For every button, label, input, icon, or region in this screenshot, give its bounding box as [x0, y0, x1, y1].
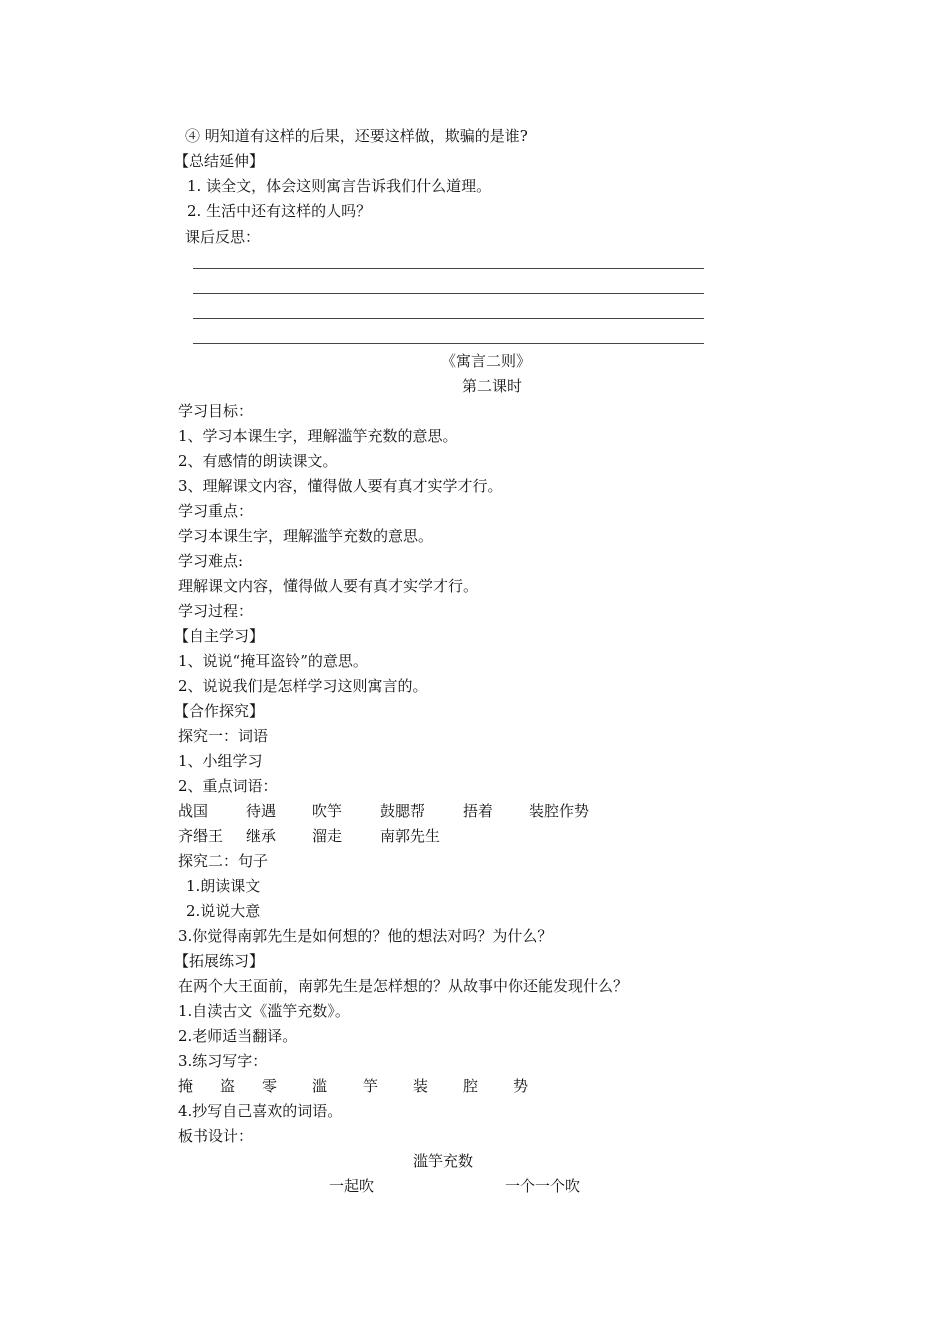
reflection-line-4: [193, 343, 704, 344]
key-text: 学习本课生字，理解滥竽充数的意思。: [178, 527, 434, 545]
reflection-line-1: [193, 268, 704, 269]
vocab-word: 继承: [246, 827, 277, 845]
lesson-title: 《寓言二则》: [440, 352, 531, 370]
extension-heading: 【拓展练习】: [174, 952, 265, 970]
self-study-item: 1、说说“掩耳盗铃”的意思。: [178, 652, 368, 670]
cooperation-heading: 【合作探究】: [174, 702, 265, 720]
practice-char: 零: [262, 1077, 278, 1095]
extension-intro: 在两个大王面前，南郭先生是怎样想的？从故事中你还能发现什么？: [178, 977, 629, 995]
difficulty-label: 学习难点:: [178, 552, 244, 570]
practice-char: 腔: [463, 1077, 479, 1095]
extension-item: 1.自渎古文《滥竽充数》。: [178, 1002, 350, 1020]
reflection-line-3: [193, 318, 704, 319]
goal-item: 1、学习本课生字，理解滥竽充数的意思。: [178, 427, 458, 445]
goal-item: 2、有感情的朗读课文。: [178, 452, 338, 470]
extension-item: 2.老师适当翻译。: [178, 1027, 298, 1045]
vocab-word: 捂着: [463, 802, 494, 820]
practice-char: 装: [413, 1077, 429, 1095]
explore-2-item: 2.说说大意: [186, 902, 261, 920]
goals-label: 学习目标：: [178, 402, 254, 420]
summary-item-2: 2. 生活中还有这样的人吗？: [187, 202, 372, 220]
question-4: ④ 明知道有这样的后果，还要这样做，欺骗的是谁?: [185, 127, 528, 145]
board-left: 一起吹: [329, 1177, 375, 1195]
vocab-word: 溜走: [312, 827, 343, 845]
key-label: 学习重点：: [178, 502, 254, 520]
extension-item-4: 4.抄写自己喜欢的词语。: [178, 1102, 343, 1120]
practice-char: 滥: [312, 1077, 328, 1095]
reflection-line-2: [193, 293, 704, 294]
extension-item: 3.练习写字：: [178, 1052, 268, 1070]
vocab-word: 南郭先生: [380, 827, 441, 845]
vocab-word: 装腔作势: [529, 802, 590, 820]
explore-2-item: 1.朗读课文: [186, 877, 261, 895]
explore-1-label: 探究一：词语: [178, 727, 269, 745]
process-label: 学习过程：: [178, 602, 254, 620]
reflection-label: 课后反思：: [185, 228, 261, 246]
board-right: 一个一个吹: [505, 1177, 581, 1195]
difficulty-text: 理解课文内容，懂得做人要有真才实学才行。: [178, 577, 479, 595]
practice-char: 势: [513, 1077, 529, 1095]
self-study-item: 2、说说我们是怎样学习这则寓言的。: [178, 677, 428, 695]
explore-2-question: 3.你觉得南郭先生是如何想的？他的想法对吗？为什么？: [178, 927, 553, 945]
self-study-heading: 【自主学习】: [174, 627, 265, 645]
summary-heading: 【总结延伸】: [174, 152, 265, 170]
vocab-word: 吹竽: [312, 802, 343, 820]
lesson-subtitle: 第二课时: [461, 377, 522, 395]
summary-item-1: 1. 读全文，体会这则寓言告诉我们什么道理。: [187, 177, 492, 195]
vocab-word: 鼓腮帮: [380, 802, 426, 820]
explore-2-label: 探究二：句子: [178, 852, 269, 870]
practice-char: 盗: [220, 1077, 236, 1095]
board-design-label: 板书设计：: [178, 1127, 254, 1145]
vocab-word: 战国: [178, 802, 209, 820]
practice-char: 竽: [363, 1077, 379, 1095]
vocab-word: 齐缗王: [178, 827, 224, 845]
goal-item: 3、理解课文内容，懂得做人要有真才实学才行。: [178, 477, 503, 495]
practice-char: 掩: [178, 1077, 194, 1095]
board-title: 滥竽充数: [413, 1152, 474, 1170]
explore-1-item: 2、重点词语：: [178, 777, 278, 795]
explore-1-item: 1、小组学习: [178, 752, 263, 770]
vocab-word: 待遇: [246, 802, 277, 820]
